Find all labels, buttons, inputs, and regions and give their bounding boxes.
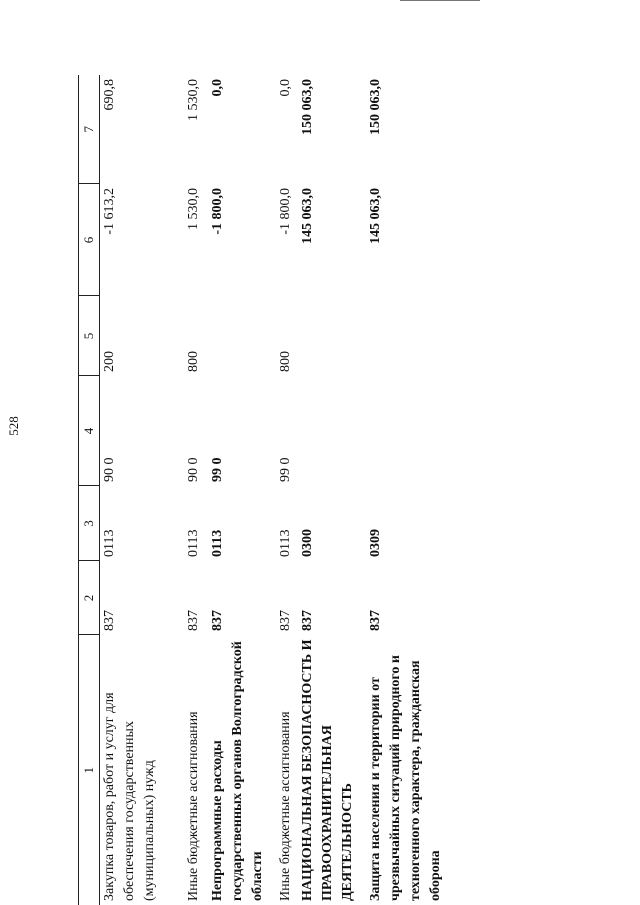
row-value-7: 150 063,0	[368, 79, 383, 135]
table-row	[366, 75, 466, 905]
row-code-5: 800	[186, 351, 201, 372]
row-code-3: 0300	[300, 529, 315, 557]
table-row	[100, 75, 185, 905]
row-name: Закупка товаров, работ и услуг для обеспечения государственных (муниципальных) нужд	[102, 692, 157, 901]
row-name: Иные бюджетные ассигнования	[186, 711, 201, 901]
row-code-5	[298, 296, 366, 376]
row-code-5: 800	[278, 351, 293, 372]
top-rule	[400, 0, 480, 1]
row-value-7: 150 063,0	[300, 79, 315, 135]
row-code-3: 0113	[102, 529, 117, 557]
row-value-6: 1 530,0	[186, 188, 201, 230]
row-code-5	[366, 296, 466, 376]
row-code-2: 837	[368, 610, 383, 631]
row-name: НАЦИОНАЛЬНАЯ БЕЗОПАСНОСТЬ И ПРАВООХРАНИТЕЛЬНАЯ ДЕЯТЕЛЬНОСТЬ	[300, 639, 355, 901]
header-col-3: 3	[79, 486, 100, 561]
row-code-4: 99 0	[278, 457, 293, 482]
row-code-3: 0113	[186, 529, 201, 557]
row-code-4: 90 0	[102, 457, 117, 482]
row-code-4	[298, 376, 366, 486]
table-row	[208, 75, 276, 905]
row-code-2: 837	[102, 610, 117, 631]
header-row	[79, 75, 100, 905]
row-code-4: 99 0	[210, 457, 225, 482]
row-value-6: -1 613,2	[102, 188, 117, 235]
table-row	[184, 75, 208, 905]
header-col-4: 4	[79, 376, 100, 486]
row-value-7: 0,0	[210, 79, 225, 97]
row-value-6: -1 800,0	[210, 188, 225, 235]
table-row	[298, 75, 366, 905]
table-row	[276, 75, 298, 905]
row-code-3: 0309	[368, 529, 383, 557]
row-value-7: 0,0	[278, 79, 293, 97]
row-code-5	[208, 296, 276, 376]
budget-table	[78, 75, 466, 905]
row-name: Иные бюджетные ассигнования	[278, 711, 293, 901]
row-value-6: 145 063,0	[368, 188, 383, 244]
header-col-6: 6	[79, 184, 100, 296]
header-col-5: 5	[79, 296, 100, 376]
page-number: 528	[6, 416, 21, 436]
row-code-2: 837	[278, 610, 293, 631]
row-name: Защита населения и территории от чрезвычайных ситуаций природного и техногенного характера, гражданская оборона	[368, 655, 443, 901]
row-code-2: 837	[186, 610, 201, 631]
header-col-1: 1	[79, 635, 100, 905]
header-col-7: 7	[79, 75, 100, 184]
row-code-3: 0113	[210, 529, 225, 557]
row-code-2: 837	[210, 610, 225, 631]
row-name: Непрограммные расходы государственных органов Волгоградской области	[210, 641, 265, 901]
row-value-6: -1 800,0	[278, 188, 293, 235]
row-code-2: 837	[300, 610, 315, 631]
row-code-4	[366, 376, 466, 486]
row-code-3: 0113	[278, 529, 293, 557]
row-value-6: 145 063,0	[300, 188, 315, 244]
row-code-4: 90 0	[186, 457, 201, 482]
row-code-5: 200	[102, 351, 117, 372]
rotated-page	[54, 75, 614, 905]
header-col-2: 2	[79, 561, 100, 635]
row-value-7: 690,8	[102, 79, 117, 111]
row-value-7: 1 530,0	[186, 79, 201, 121]
